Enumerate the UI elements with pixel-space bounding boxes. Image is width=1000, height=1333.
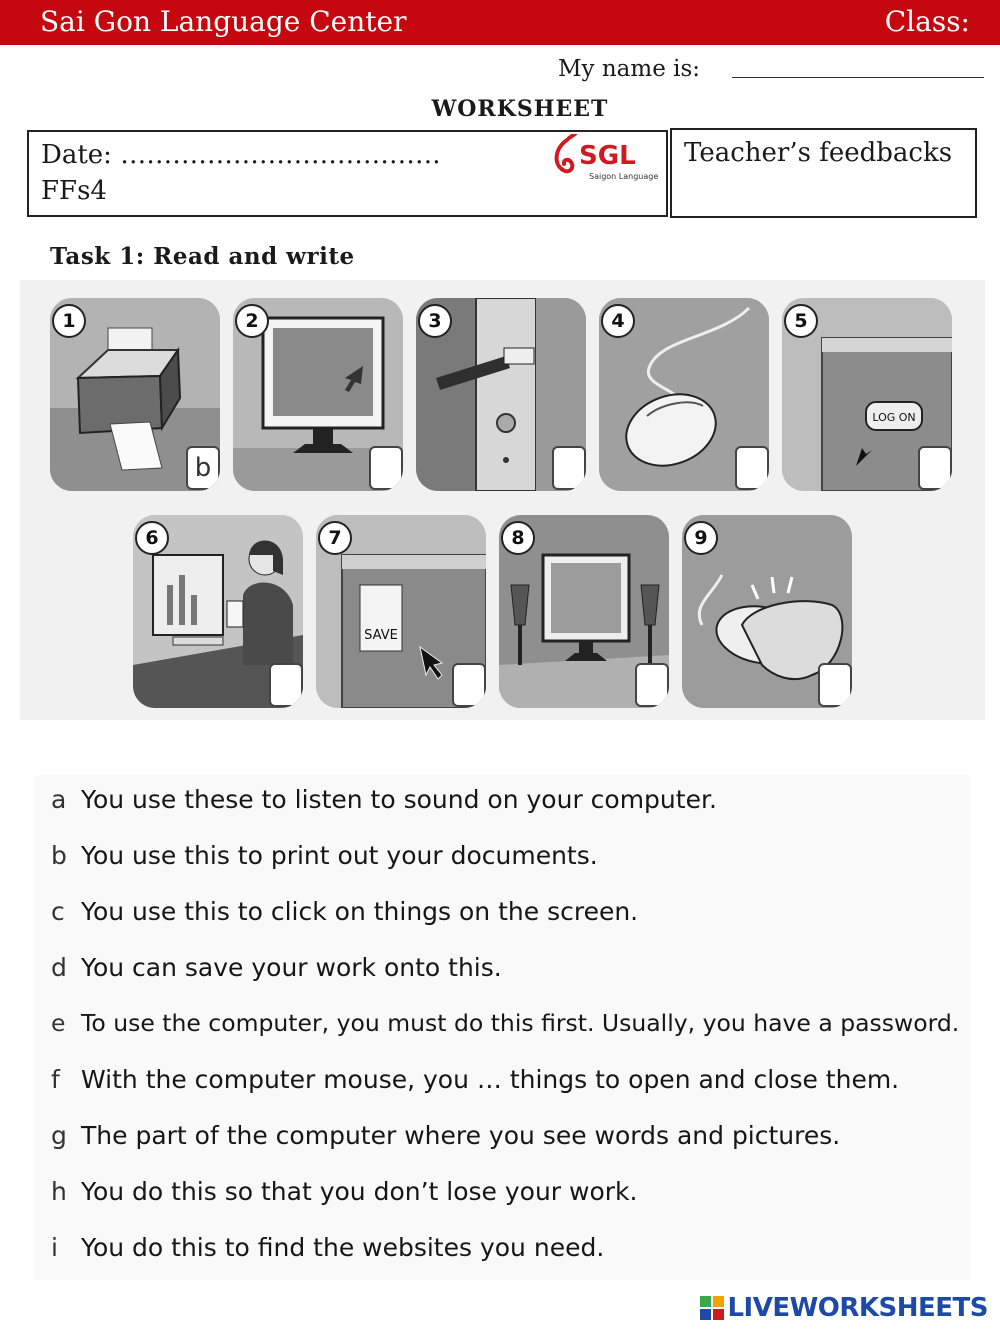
picture-5 (782, 298, 952, 491)
picture-number: 2 (235, 304, 269, 338)
picture-9 (682, 515, 852, 708)
picture-6 (133, 515, 303, 708)
sentence-letter: b (51, 841, 67, 870)
header-bar (0, 0, 1000, 45)
sentence-item (51, 1177, 637, 1206)
sentence-item (51, 785, 717, 814)
name-label: My name is: (558, 56, 701, 82)
picture-2 (233, 298, 403, 491)
liveworksheets-logo-icon (699, 1295, 725, 1321)
sentence-item (51, 1065, 899, 1094)
brand-text: LIVEWORKSHEETS (727, 1293, 988, 1323)
sentence-item (51, 841, 598, 870)
sentence-item (51, 953, 502, 982)
sentence-letter: i (51, 1233, 58, 1262)
sentence-item (51, 1009, 959, 1037)
sentence-text: You can save your work onto this. (81, 953, 502, 982)
sentence-text: You do this so that you don’t lose your work. (81, 1177, 638, 1206)
sentence-item (51, 1121, 840, 1150)
logo-subtext: Saigon Language (589, 172, 659, 181)
answer-box-6[interactable] (269, 663, 303, 707)
sgl-logo (549, 134, 659, 186)
picture-number: 7 (318, 521, 352, 555)
sentence-letter: c (51, 897, 65, 926)
picture-number: 4 (601, 304, 635, 338)
sentence-letter: a (51, 785, 67, 814)
picture-8 (499, 515, 669, 708)
sentence-item (51, 897, 638, 926)
task-title: Task 1: Read and write (50, 243, 355, 270)
name-input-line[interactable] (732, 77, 984, 78)
picture-3 (416, 298, 586, 491)
sentence-letter: h (51, 1177, 67, 1206)
sentence-text: To use the computer, you must do this first. Usually, you have a password. (81, 1009, 960, 1037)
class-code: FFs4 (41, 176, 107, 206)
picture-number: 5 (784, 304, 818, 338)
answer-box-9[interactable] (818, 663, 852, 707)
log-on-label: LOG ON (872, 411, 916, 424)
sentence-letter: e (51, 1009, 66, 1037)
teacher-feedback-box (670, 128, 977, 218)
logo-text: SGL (579, 141, 636, 171)
sentence-text: You use this to print out your documents. (81, 841, 598, 870)
answer-box-8[interactable] (635, 663, 669, 707)
worksheet-title: WORKSHEET (431, 96, 609, 122)
class-label: Class: (884, 5, 970, 38)
picture-1 (50, 298, 220, 491)
sentence-text: You use this to click on things on the screen. (81, 897, 639, 926)
picture-number: 3 (418, 304, 452, 338)
answer-box-2[interactable] (369, 446, 403, 490)
picture-4 (599, 298, 769, 491)
sentence-item (51, 1233, 604, 1262)
answer-box-3[interactable] (552, 446, 586, 490)
sentence-text: You do this to find the websites you need. (81, 1233, 605, 1262)
sentence-text: The part of the computer where you see words and pictures. (81, 1121, 841, 1150)
sentence-text: With the computer mouse, you … things to open and close them. (81, 1065, 900, 1094)
center-name: Sai Gon Language Center (40, 5, 407, 38)
date-box (27, 130, 668, 217)
picture-number: 1 (52, 304, 86, 338)
picture-7 (316, 515, 486, 708)
picture-number: 8 (501, 521, 535, 555)
sentence-text: You use these to listen to sound on your computer. (81, 785, 717, 814)
answer-box-7[interactable] (452, 663, 486, 707)
picture-number: 6 (135, 521, 169, 555)
sentence-list (35, 775, 970, 1280)
sentence-letter: d (51, 953, 67, 982)
picture-number: 9 (684, 521, 718, 555)
liveworksheets-brand (699, 1293, 988, 1323)
sentence-letter: f (51, 1065, 60, 1094)
answer-box-1[interactable]: b (186, 446, 220, 490)
date-field: Date: ………………………………. (41, 140, 441, 170)
answer-box-4[interactable] (735, 446, 769, 490)
sentence-letter: g (51, 1121, 67, 1150)
save-label: SAVE (364, 628, 398, 643)
feedback-label: Teacher’s feedbacks (684, 138, 953, 168)
pictures-area (20, 280, 985, 720)
answer-box-5[interactable] (918, 446, 952, 490)
